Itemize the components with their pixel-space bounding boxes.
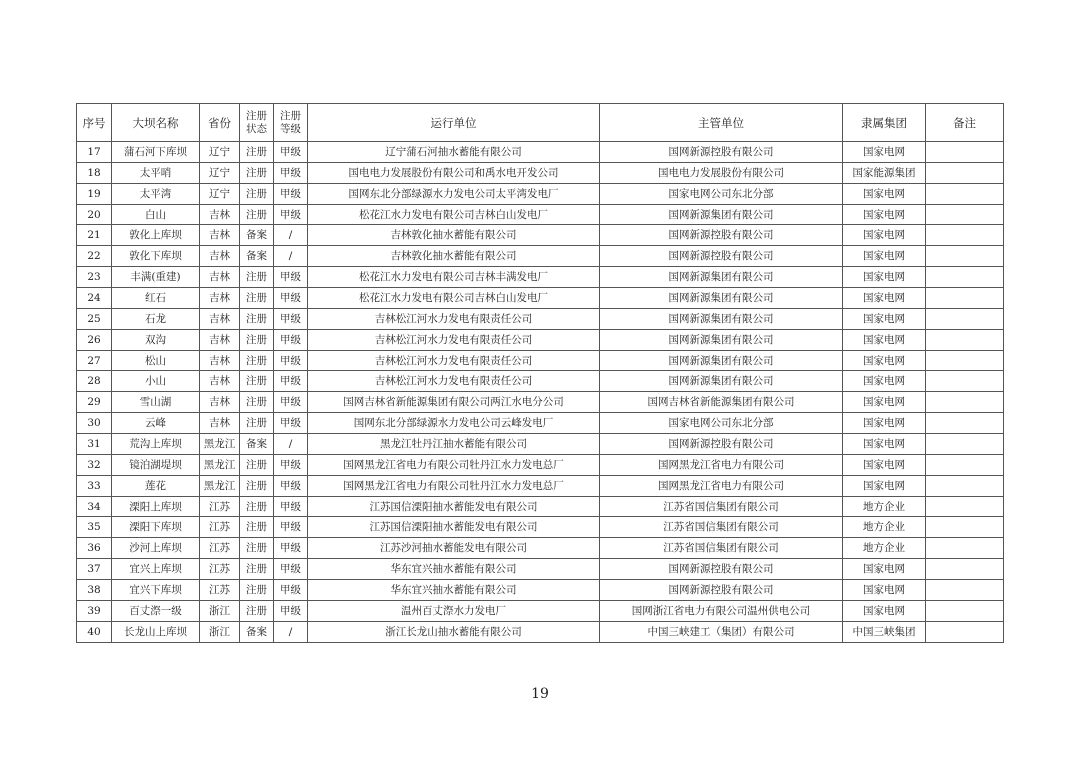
cell-group: 国家电网 xyxy=(843,246,926,267)
header-index: 序号 xyxy=(77,104,112,142)
cell-reg-level: / xyxy=(274,621,308,642)
cell-province: 吉林 xyxy=(200,308,240,329)
cell-operator: 国网吉林省新能源集团有限公司两江水电分公司 xyxy=(308,392,600,413)
cell-reg-status: 注册 xyxy=(240,600,274,621)
table-row xyxy=(77,308,1004,329)
cell-province: 江苏 xyxy=(200,580,240,601)
cell-index: 35 xyxy=(77,517,112,538)
cell-authority: 国网新源控股有限公司 xyxy=(600,559,843,580)
cell-dam-name: 小山 xyxy=(112,371,200,392)
cell-province: 江苏 xyxy=(200,496,240,517)
cell-index: 19 xyxy=(77,183,112,204)
cell-authority: 国网新源集团有限公司 xyxy=(600,204,843,225)
cell-authority: 国网新源控股有限公司 xyxy=(600,225,843,246)
cell-group: 国家能源集团 xyxy=(843,162,926,183)
cell-reg-level: 甲级 xyxy=(274,204,308,225)
cell-operator: 国网东北分部绿源水力发电公司太平湾发电厂 xyxy=(308,183,600,204)
cell-province: 辽宁 xyxy=(200,183,240,204)
cell-operator: 辽宁蒲石河抽水蓄能有限公司 xyxy=(308,142,600,163)
cell-operator: 江苏沙河抽水蓄能发电有限公司 xyxy=(308,538,600,559)
cell-index: 40 xyxy=(77,621,112,642)
cell-dam-name: 敦化上库坝 xyxy=(112,225,200,246)
cell-province: 江苏 xyxy=(200,538,240,559)
cell-group: 地方企业 xyxy=(843,538,926,559)
cell-index: 25 xyxy=(77,308,112,329)
cell-province: 吉林 xyxy=(200,371,240,392)
cell-authority: 国网新源集团有限公司 xyxy=(600,288,843,309)
cell-province: 浙江 xyxy=(200,600,240,621)
cell-dam-name: 沙河上库坝 xyxy=(112,538,200,559)
cell-group: 国家电网 xyxy=(843,413,926,434)
cell-remark xyxy=(926,496,1004,517)
cell-province: 辽宁 xyxy=(200,142,240,163)
cell-dam-name: 宜兴上库坝 xyxy=(112,559,200,580)
cell-reg-status: 注册 xyxy=(240,162,274,183)
cell-index: 32 xyxy=(77,454,112,475)
cell-index: 37 xyxy=(77,559,112,580)
table-row xyxy=(77,580,1004,601)
cell-reg-level: / xyxy=(274,225,308,246)
cell-group: 国家电网 xyxy=(843,225,926,246)
cell-remark xyxy=(926,162,1004,183)
cell-group: 国家电网 xyxy=(843,204,926,225)
cell-province: 江苏 xyxy=(200,517,240,538)
cell-authority: 国网吉林省新能源集团有限公司 xyxy=(600,392,843,413)
cell-operator: 浙江长龙山抽水蓄能有限公司 xyxy=(308,621,600,642)
table-row xyxy=(77,621,1004,642)
cell-remark xyxy=(926,204,1004,225)
cell-reg-level: 甲级 xyxy=(274,496,308,517)
cell-authority: 国网新源控股有限公司 xyxy=(600,580,843,601)
cell-group: 国家电网 xyxy=(843,475,926,496)
cell-operator: 江苏国信溧阳抽水蓄能发电有限公司 xyxy=(308,517,600,538)
header-dam-name: 大坝名称 xyxy=(112,104,200,142)
cell-reg-level: 甲级 xyxy=(274,371,308,392)
cell-dam-name: 百丈漈一级 xyxy=(112,600,200,621)
cell-group: 国家电网 xyxy=(843,350,926,371)
cell-authority: 国网新源集团有限公司 xyxy=(600,267,843,288)
cell-index: 34 xyxy=(77,496,112,517)
cell-remark xyxy=(926,371,1004,392)
cell-remark xyxy=(926,225,1004,246)
cell-index: 27 xyxy=(77,350,112,371)
dam-registry-table xyxy=(76,103,1004,643)
cell-group: 地方企业 xyxy=(843,517,926,538)
cell-remark xyxy=(926,413,1004,434)
cell-reg-level: 甲级 xyxy=(274,600,308,621)
cell-group: 地方企业 xyxy=(843,496,926,517)
cell-reg-level: 甲级 xyxy=(274,267,308,288)
cell-reg-level: 甲级 xyxy=(274,162,308,183)
cell-index: 31 xyxy=(77,434,112,455)
cell-remark xyxy=(926,434,1004,455)
cell-authority: 江苏省国信集团有限公司 xyxy=(600,517,843,538)
cell-index: 20 xyxy=(77,204,112,225)
cell-reg-level: 甲级 xyxy=(274,454,308,475)
cell-dam-name: 云峰 xyxy=(112,413,200,434)
cell-reg-status: 注册 xyxy=(240,329,274,350)
cell-index: 17 xyxy=(77,142,112,163)
cell-operator: 吉林松江河水力发电有限责任公司 xyxy=(308,350,600,371)
cell-province: 辽宁 xyxy=(200,162,240,183)
cell-remark xyxy=(926,183,1004,204)
cell-remark xyxy=(926,621,1004,642)
table-row xyxy=(77,162,1004,183)
cell-reg-status: 注册 xyxy=(240,580,274,601)
cell-reg-level: 甲级 xyxy=(274,580,308,601)
cell-province: 黑龙江 xyxy=(200,475,240,496)
cell-reg-level: 甲级 xyxy=(274,329,308,350)
table-row xyxy=(77,288,1004,309)
cell-operator: 华东宜兴抽水蓄能有限公司 xyxy=(308,559,600,580)
cell-authority: 国网新源控股有限公司 xyxy=(600,142,843,163)
cell-reg-level: / xyxy=(274,434,308,455)
cell-reg-status: 注册 xyxy=(240,475,274,496)
cell-group: 国家电网 xyxy=(843,559,926,580)
cell-reg-level: 甲级 xyxy=(274,413,308,434)
table-row xyxy=(77,600,1004,621)
cell-remark xyxy=(926,454,1004,475)
cell-province: 吉林 xyxy=(200,246,240,267)
cell-group: 中国三峡集团 xyxy=(843,621,926,642)
cell-group: 国家电网 xyxy=(843,371,926,392)
cell-dam-name: 丰满(重建) xyxy=(112,267,200,288)
cell-remark xyxy=(926,580,1004,601)
cell-reg-status: 注册 xyxy=(240,517,274,538)
cell-province: 吉林 xyxy=(200,267,240,288)
cell-group: 国家电网 xyxy=(843,454,926,475)
cell-province: 吉林 xyxy=(200,350,240,371)
cell-reg-status: 注册 xyxy=(240,142,274,163)
table-header-row xyxy=(77,104,1004,142)
cell-index: 36 xyxy=(77,538,112,559)
cell-reg-level: 甲级 xyxy=(274,475,308,496)
cell-dam-name: 双沟 xyxy=(112,329,200,350)
table-row xyxy=(77,434,1004,455)
table-row xyxy=(77,413,1004,434)
cell-index: 28 xyxy=(77,371,112,392)
cell-reg-level: 甲级 xyxy=(274,183,308,204)
cell-reg-status: 注册 xyxy=(240,371,274,392)
cell-index: 24 xyxy=(77,288,112,309)
cell-operator: 吉林松江河水力发电有限责任公司 xyxy=(308,329,600,350)
cell-group: 国家电网 xyxy=(843,434,926,455)
cell-reg-status: 注册 xyxy=(240,538,274,559)
header-group: 隶属集团 xyxy=(843,104,926,142)
cell-group: 国家电网 xyxy=(843,183,926,204)
cell-dam-name: 白山 xyxy=(112,204,200,225)
cell-authority: 国家电网公司东北分部 xyxy=(600,183,843,204)
cell-reg-level: 甲级 xyxy=(274,288,308,309)
cell-dam-name: 松山 xyxy=(112,350,200,371)
cell-index: 23 xyxy=(77,267,112,288)
cell-reg-status: 注册 xyxy=(240,413,274,434)
cell-remark xyxy=(926,475,1004,496)
table-body xyxy=(77,142,1004,643)
cell-reg-level: 甲级 xyxy=(274,538,308,559)
cell-reg-status: 注册 xyxy=(240,392,274,413)
cell-index: 26 xyxy=(77,329,112,350)
cell-authority: 江苏省国信集团有限公司 xyxy=(600,538,843,559)
cell-authority: 国网新源集团有限公司 xyxy=(600,371,843,392)
table-row xyxy=(77,538,1004,559)
cell-province: 黑龙江 xyxy=(200,454,240,475)
table-row xyxy=(77,204,1004,225)
cell-group: 国家电网 xyxy=(843,329,926,350)
cell-reg-level: 甲级 xyxy=(274,308,308,329)
cell-reg-status: 备案 xyxy=(240,434,274,455)
header-authority: 主管单位 xyxy=(600,104,843,142)
cell-reg-status: 注册 xyxy=(240,204,274,225)
table-row xyxy=(77,475,1004,496)
cell-index: 39 xyxy=(77,600,112,621)
cell-authority: 国网黑龙江省电力有限公司 xyxy=(600,475,843,496)
cell-operator: 吉林松江河水力发电有限责任公司 xyxy=(308,308,600,329)
cell-dam-name: 宜兴下库坝 xyxy=(112,580,200,601)
cell-group: 国家电网 xyxy=(843,600,926,621)
cell-province: 吉林 xyxy=(200,413,240,434)
cell-dam-name: 溧阳上库坝 xyxy=(112,496,200,517)
cell-reg-status: 注册 xyxy=(240,496,274,517)
cell-group: 国家电网 xyxy=(843,267,926,288)
cell-reg-level: 甲级 xyxy=(274,517,308,538)
table-row xyxy=(77,142,1004,163)
cell-reg-status: 注册 xyxy=(240,454,274,475)
cell-reg-level: 甲级 xyxy=(274,350,308,371)
table-row xyxy=(77,225,1004,246)
cell-remark xyxy=(926,288,1004,309)
cell-reg-status: 注册 xyxy=(240,559,274,580)
cell-reg-level: / xyxy=(274,246,308,267)
cell-reg-status: 注册 xyxy=(240,288,274,309)
header-province: 省份 xyxy=(200,104,240,142)
cell-operator: 国网黑龙江省电力有限公司牡丹江水力发电总厂 xyxy=(308,454,600,475)
cell-operator: 吉林敦化抽水蓄能有限公司 xyxy=(308,246,600,267)
cell-group: 国家电网 xyxy=(843,308,926,329)
cell-operator: 松花江水力发电有限公司吉林白山发电厂 xyxy=(308,288,600,309)
table-row xyxy=(77,183,1004,204)
cell-index: 21 xyxy=(77,225,112,246)
table-row xyxy=(77,392,1004,413)
cell-province: 吉林 xyxy=(200,204,240,225)
cell-operator: 华东宜兴抽水蓄能有限公司 xyxy=(308,580,600,601)
cell-index: 22 xyxy=(77,246,112,267)
cell-operator: 吉林松江河水力发电有限责任公司 xyxy=(308,371,600,392)
cell-reg-status: 注册 xyxy=(240,350,274,371)
cell-operator: 国网黑龙江省电力有限公司牡丹江水力发电总厂 xyxy=(308,475,600,496)
cell-remark xyxy=(926,308,1004,329)
cell-dam-name: 敦化下库坝 xyxy=(112,246,200,267)
cell-group: 国家电网 xyxy=(843,580,926,601)
cell-dam-name: 莲花 xyxy=(112,475,200,496)
cell-reg-status: 注册 xyxy=(240,308,274,329)
cell-operator: 江苏国信溧阳抽水蓄能发电有限公司 xyxy=(308,496,600,517)
cell-index: 38 xyxy=(77,580,112,601)
table-row xyxy=(77,371,1004,392)
cell-index: 29 xyxy=(77,392,112,413)
cell-dam-name: 荒沟上库坝 xyxy=(112,434,200,455)
table-row xyxy=(77,329,1004,350)
cell-remark xyxy=(926,392,1004,413)
cell-index: 33 xyxy=(77,475,112,496)
cell-authority: 国网新源控股有限公司 xyxy=(600,246,843,267)
cell-province: 黑龙江 xyxy=(200,434,240,455)
cell-dam-name: 太平湾 xyxy=(112,183,200,204)
cell-province: 浙江 xyxy=(200,621,240,642)
cell-remark xyxy=(926,246,1004,267)
cell-operator: 松花江水力发电有限公司吉林白山发电厂 xyxy=(308,204,600,225)
cell-reg-level: 甲级 xyxy=(274,559,308,580)
cell-dam-name: 石龙 xyxy=(112,308,200,329)
cell-reg-status: 备案 xyxy=(240,621,274,642)
cell-operator: 黑龙江牡丹江抽水蓄能有限公司 xyxy=(308,434,600,455)
cell-operator: 吉林敦化抽水蓄能有限公司 xyxy=(308,225,600,246)
cell-index: 18 xyxy=(77,162,112,183)
cell-group: 国家电网 xyxy=(843,142,926,163)
cell-province: 吉林 xyxy=(200,225,240,246)
cell-authority: 国网黑龙江省电力有限公司 xyxy=(600,454,843,475)
table-row xyxy=(77,350,1004,371)
header-reg-status: 注册状态 xyxy=(240,104,274,142)
cell-operator: 国网东北分部绿源水力发电公司云峰发电厂 xyxy=(308,413,600,434)
cell-dam-name: 溧阳下库坝 xyxy=(112,517,200,538)
cell-province: 江苏 xyxy=(200,559,240,580)
table-row xyxy=(77,246,1004,267)
cell-operator: 松花江水力发电有限公司吉林丰满发电厂 xyxy=(308,267,600,288)
cell-dam-name: 太平哨 xyxy=(112,162,200,183)
cell-remark xyxy=(926,267,1004,288)
cell-group: 国家电网 xyxy=(843,288,926,309)
cell-index: 30 xyxy=(77,413,112,434)
table-row xyxy=(77,559,1004,580)
cell-authority: 国网新源控股有限公司 xyxy=(600,434,843,455)
header-remark: 备注 xyxy=(926,104,1004,142)
cell-dam-name: 红石 xyxy=(112,288,200,309)
cell-group: 国家电网 xyxy=(843,392,926,413)
cell-province: 吉林 xyxy=(200,329,240,350)
cell-dam-name: 镜泊湖堤坝 xyxy=(112,454,200,475)
cell-remark xyxy=(926,600,1004,621)
cell-authority: 国网浙江省电力有限公司温州供电公司 xyxy=(600,600,843,621)
cell-remark xyxy=(926,142,1004,163)
table-row xyxy=(77,517,1004,538)
cell-remark xyxy=(926,517,1004,538)
cell-remark xyxy=(926,350,1004,371)
cell-reg-status: 备案 xyxy=(240,225,274,246)
header-operator: 运行单位 xyxy=(308,104,600,142)
cell-reg-level: 甲级 xyxy=(274,392,308,413)
cell-operator: 国电电力发展股份有限公司和禹水电开发公司 xyxy=(308,162,600,183)
header-reg-level: 注册等级 xyxy=(274,104,308,142)
cell-reg-level: 甲级 xyxy=(274,142,308,163)
cell-remark xyxy=(926,538,1004,559)
table-row xyxy=(77,267,1004,288)
cell-dam-name: 长龙山上库坝 xyxy=(112,621,200,642)
cell-authority: 国网新源集团有限公司 xyxy=(600,329,843,350)
cell-reg-status: 注册 xyxy=(240,267,274,288)
cell-reg-status: 注册 xyxy=(240,183,274,204)
table-row xyxy=(77,454,1004,475)
cell-reg-status: 备案 xyxy=(240,246,274,267)
cell-dam-name: 蒲石河下库坝 xyxy=(112,142,200,163)
cell-authority: 国家电网公司东北分部 xyxy=(600,413,843,434)
cell-remark xyxy=(926,329,1004,350)
cell-dam-name: 雪山湖 xyxy=(112,392,200,413)
cell-authority: 国网新源集团有限公司 xyxy=(600,308,843,329)
cell-authority: 江苏省国信集团有限公司 xyxy=(600,496,843,517)
cell-province: 吉林 xyxy=(200,288,240,309)
cell-authority: 国网新源集团有限公司 xyxy=(600,350,843,371)
cell-authority: 国电电力发展股份有限公司 xyxy=(600,162,843,183)
table-row xyxy=(77,496,1004,517)
cell-authority: 中国三峡建工（集团）有限公司 xyxy=(600,621,843,642)
cell-operator: 温州百丈漈水力发电厂 xyxy=(308,600,600,621)
page-number: 19 xyxy=(531,686,549,702)
cell-remark xyxy=(926,559,1004,580)
cell-province: 吉林 xyxy=(200,392,240,413)
